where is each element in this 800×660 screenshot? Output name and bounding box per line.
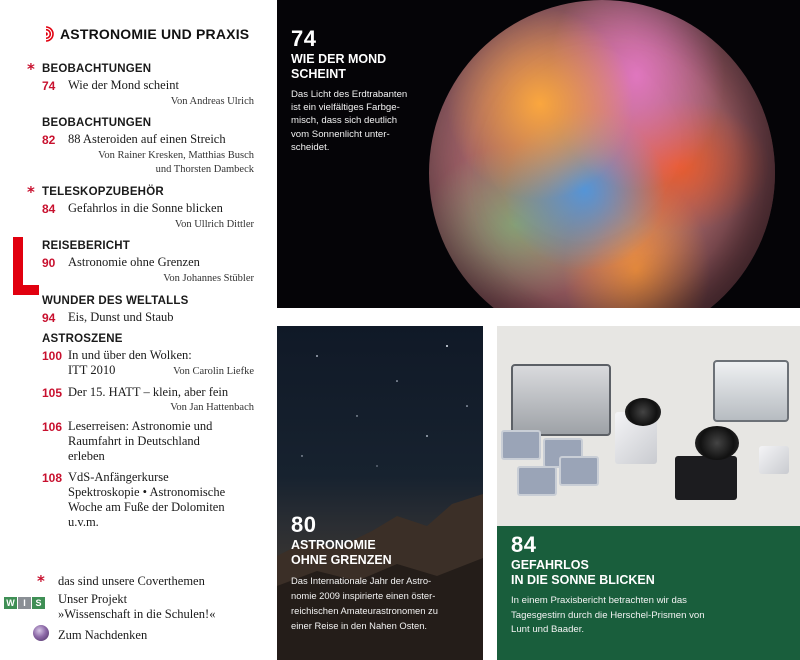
- legend-project: Unser Projekt: [58, 592, 128, 606]
- feature-desert-panel[interactable]: [277, 326, 483, 660]
- toc-page-number[interactable]: 74: [42, 79, 56, 93]
- toc-author: Von Andreas Ulrich: [170, 96, 254, 107]
- feature-title: OHNE GRENZEN: [291, 553, 392, 567]
- toc-article-title[interactable]: Woche am Fuße der Dolomiten: [68, 500, 225, 514]
- table-of-contents: [0, 0, 270, 660]
- toc-article-title[interactable]: Raumfahrt in Deutschland: [68, 434, 200, 448]
- toc-article-title[interactable]: erleben: [68, 449, 105, 463]
- toc-author: Von Carolin Liefke: [173, 366, 254, 377]
- toc-page-number[interactable]: 84: [42, 202, 56, 216]
- legend-think: Zum Nachdenken: [58, 628, 148, 642]
- feature-moon-panel[interactable]: [277, 0, 800, 308]
- feature-moon-caption: [291, 26, 436, 154]
- feature-prism-panel[interactable]: [497, 326, 800, 660]
- toc-article-title[interactable]: Der 15. HATT – klein, aber fein: [68, 385, 229, 399]
- feature-text-line: Lunt und Baader.: [511, 624, 585, 635]
- wis-letter: I: [18, 597, 31, 609]
- feature-desert-caption: [291, 512, 481, 633]
- toc-category: REISEBERICHT: [42, 240, 131, 252]
- toc-page-number[interactable]: 94: [42, 311, 56, 325]
- toc-article-title[interactable]: 88 Asteroiden auf einen Streich: [68, 132, 226, 146]
- feature-text-line: reichischen Amateurastronomen zu: [291, 605, 438, 616]
- toc-category: WUNDER DES WELTALLS: [42, 295, 189, 307]
- feature-title: ASTRONOMIE: [291, 538, 376, 552]
- toc-page-number[interactable]: 108: [42, 471, 63, 485]
- wis-letter: S: [32, 597, 45, 609]
- toc-author: Von Johannes Stübler: [163, 273, 254, 284]
- feature-text-line: Das Licht des Erdtrabanten: [291, 89, 408, 100]
- toc-article-title[interactable]: In und über den Wolken:: [68, 348, 192, 362]
- moon-image: [429, 0, 775, 308]
- feature-title: WIE DER MOND: [291, 52, 387, 66]
- toc-page-number[interactable]: 105: [42, 386, 63, 400]
- toc-article-title[interactable]: Wie der Mond scheint: [68, 78, 179, 92]
- toc-page-number[interactable]: 106: [42, 420, 63, 434]
- wis-letter: W: [4, 597, 17, 609]
- toc-category: BEOBACHTUNGEN: [42, 117, 152, 129]
- toc-article-title[interactable]: Eis, Dunst und Staub: [68, 310, 174, 324]
- feature-text-line: misch, dass sich deutlich: [291, 115, 398, 127]
- toc-author: und Thorsten Dambeck: [155, 164, 254, 175]
- feature-prism-caption: [497, 526, 800, 660]
- feature-text-line: scheidet.: [291, 141, 330, 153]
- feature-title: SCHEINT: [291, 67, 346, 81]
- toc-article-title[interactable]: ITT 2010: [68, 363, 116, 377]
- toc-page-number[interactable]: 100: [42, 349, 63, 363]
- toc-article-title[interactable]: Leserreisen: Astronomie und: [68, 419, 213, 433]
- legend-star-icon: *: [37, 572, 45, 590]
- feature-text-line: Das Internationale Jahr der Astro-: [291, 575, 432, 586]
- section-header: [38, 26, 249, 42]
- legend-cover-note: das sind unsere Coverthemen: [58, 574, 205, 588]
- cover-star-icon: *: [27, 183, 35, 201]
- section-title: ASTRONOMIE UND PRAXIS: [60, 26, 250, 42]
- think-orb-icon: [33, 625, 49, 641]
- cover-star-icon: *: [27, 60, 35, 78]
- legend-project-name: »Wissenschaft in die Schulen!«: [58, 607, 216, 621]
- toc-category: BEOBACHTUNGEN: [42, 63, 152, 75]
- toc-article-title[interactable]: Gefahrlos in die Sonne blicken: [68, 201, 223, 215]
- toc-article-title[interactable]: VdS-Anfängerkurse: [68, 470, 169, 484]
- feature-page-number: 80: [291, 512, 317, 537]
- feature-text-line: Tagesgestirn durch die Herschel-Prismen von: [511, 609, 705, 621]
- section-logo-icon: [38, 26, 54, 42]
- toc-page-number[interactable]: 90: [42, 256, 56, 270]
- toc-article-title[interactable]: Astronomie ohne Grenzen: [68, 255, 200, 269]
- feature-page-number: 74: [291, 26, 317, 51]
- feature-text-line: In einem Praxisbericht betrachten wir das: [511, 595, 687, 606]
- toc-article-title[interactable]: Spektroskopie • Astronomische: [68, 485, 226, 499]
- toc-page-number[interactable]: 82: [42, 133, 56, 147]
- feature-title: GEFAHRLOS: [511, 558, 589, 572]
- feature-text-line: nomie 2009 inspirierte einen öster-: [291, 590, 436, 601]
- feature-text-line: vom Sonnenlicht unter-: [291, 128, 390, 140]
- feature-text-line: ist ein vielfältiges Farbge-: [291, 102, 400, 114]
- toc-author: Von Ullrich Dittler: [174, 219, 254, 230]
- feature-title: IN DIE SONNE BLICKEN: [511, 573, 655, 587]
- toc-article-title[interactable]: u.v.m.: [68, 515, 99, 529]
- toc-category: TELESKOPZUBEHÖR: [42, 186, 164, 198]
- toc-category: ASTROSZENE: [42, 333, 123, 345]
- red-l-marker-foot: [13, 285, 39, 295]
- wis-logo-icon: [4, 597, 46, 609]
- toc-author: Von Rainer Kresken, Matthias Busch: [98, 150, 254, 161]
- feature-text-line: einer Reise in den Nahen Osten.: [291, 620, 428, 631]
- feature-page-number: 84: [511, 532, 537, 557]
- toc-author: Von Jan Hattenbach: [170, 402, 254, 413]
